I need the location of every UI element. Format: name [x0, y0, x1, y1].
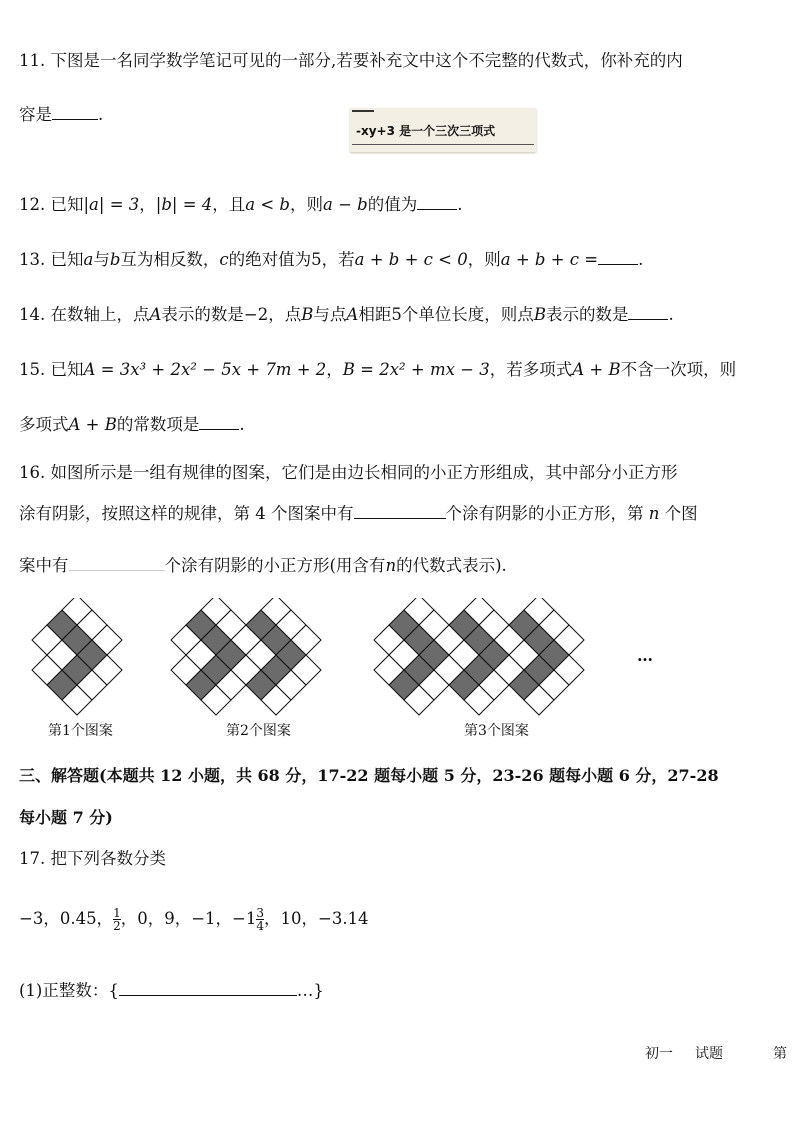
q15-line1: 15. 已知A = 3x³ + 2x² − 5x + 7m + 2，B = 2x² + mx − 3，若多项式A + B不含一次项，则	[19, 360, 737, 379]
footer-grade: 初一	[645, 1046, 673, 1062]
answer-blank[interactable]	[598, 250, 638, 265]
caption-pattern-3: 第3个图案	[464, 723, 529, 739]
footer-exam: 试题	[695, 1046, 723, 1062]
footer-page: 第	[773, 1046, 787, 1062]
answer-blank[interactable]	[417, 195, 457, 210]
section-3-header-cont: 每小题 7 分)	[19, 808, 113, 827]
q17-numbers: −3，0.45， $\frac{1}{2}$ ，0，9，−1，−1 $\frac{3}{4}$ ，10，−3.14	[19, 906, 369, 933]
caption-pattern-1: 第1个图案	[48, 723, 113, 739]
q11-line1: 11. 下图是一名同学数学笔记可见的一部分,若要补充文中这个不完整的代数式，你补充的内	[19, 51, 683, 70]
q15-line2: 多项式A + B的常数项是 .	[19, 415, 245, 434]
q14: 14. 在数轴上，点A表示的数是−2，点B与点A相距5个单位长度，则点B表示的数是 .	[19, 305, 674, 324]
caption-pattern-2: 第2个图案	[226, 723, 291, 739]
ellipsis: …	[637, 646, 653, 665]
answer-blank[interactable]	[52, 105, 98, 120]
section-3-header: 三、解答题(本题共 12 小题，共 68 分，17-22 题每小题 5 分，23-26 题每小题 6 分，27-28	[19, 766, 719, 785]
answer-blank[interactable]	[69, 556, 165, 571]
answer-blank[interactable]	[199, 415, 239, 430]
q16-line2: 涂有阴影，按照这样的规律，第 4 个图案中有 个涂有阴影的小正方形，第 n 个图	[19, 504, 698, 523]
q16-line1: 16. 如图所示是一组有规律的图案，它们是由边长相同的小正方形组成，其中部分小正方形	[19, 463, 678, 482]
answer-blank[interactable]	[354, 504, 446, 519]
q11-line2: 容是 .	[19, 105, 104, 124]
q12: 12. 已知|a| = 3，|b| = 4，且a < b，则a − b的值为 .	[19, 195, 463, 214]
q17-part1: (1)正整数：{ …}	[19, 981, 324, 1000]
q13: 13. 已知a与b互为相反数，c的绝对值为5，若a + b + c < 0，则a + b + c = .	[19, 250, 644, 269]
q16-line3: 案中有 个涂有阴影的小正方形(用含有n的代数式表示).	[19, 556, 507, 575]
q17-title: 17. 把下列各数分类	[19, 849, 166, 868]
fraction-half: $\frac{1}{2}$	[113, 906, 121, 933]
answer-blank[interactable]	[628, 305, 668, 320]
answer-blank-positive-integers[interactable]	[119, 981, 297, 996]
note-text: -xy+3 是一个三次三项式	[356, 124, 496, 138]
pattern-figures	[0, 598, 794, 728]
fraction-three-quarters: $\frac{3}{4}$	[256, 906, 264, 933]
notebook-snippet	[350, 108, 536, 152]
